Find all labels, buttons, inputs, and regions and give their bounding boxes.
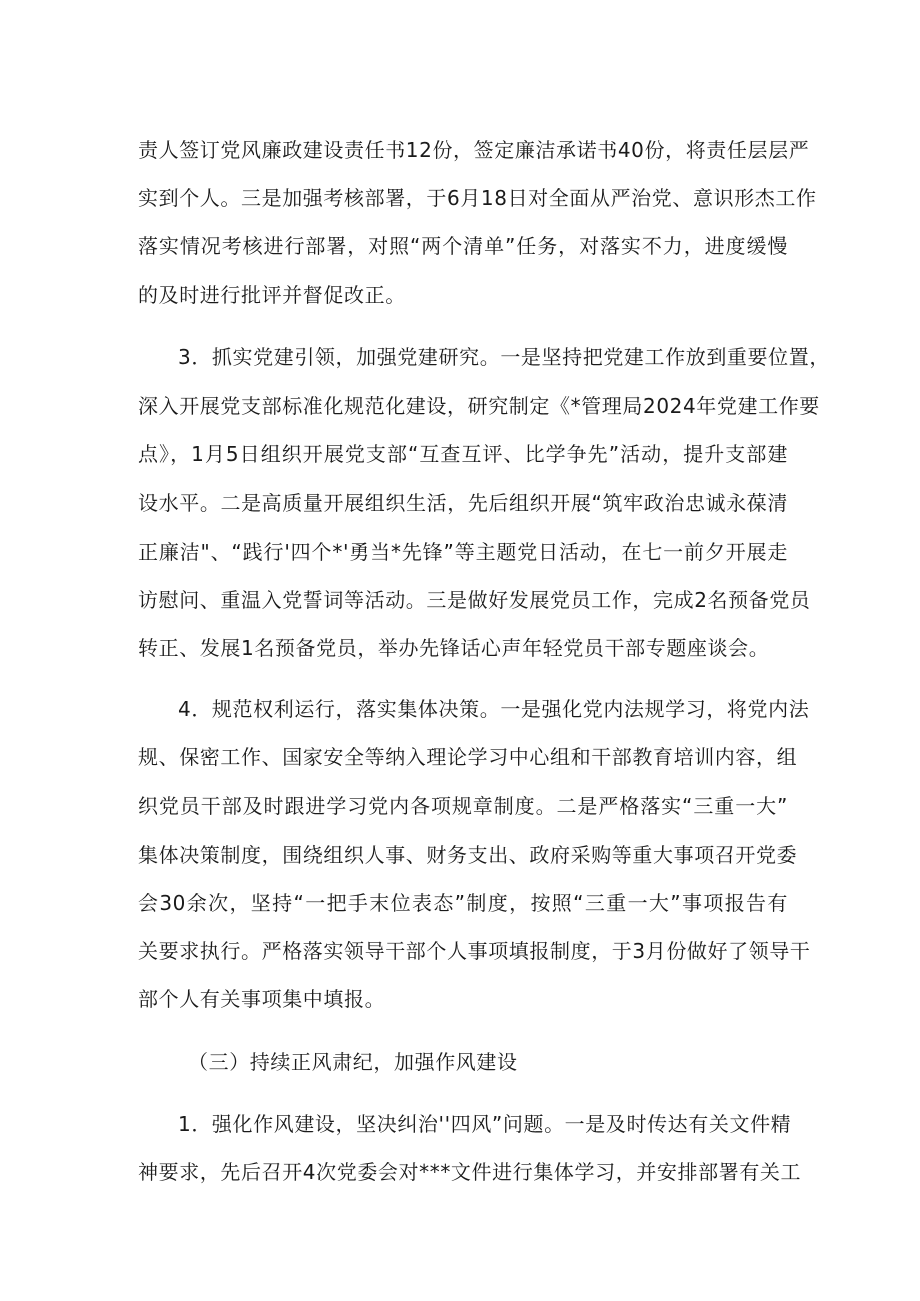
paragraph-line: 点》，1月5日组织开展党支部“互查互评、比学争先”活动，提升支部建 — [138, 442, 788, 466]
paragraph-line: 访慰问、重温入党誓词等活动。三是做好发展党员工作，完成2名预备党员 — [138, 588, 811, 612]
paragraph-line: 部个人有关事项集中填报。 — [138, 987, 386, 1011]
section-heading-line: 1．强化作风建设，坚决纠治''四风”问题。一是及时传达有关文件精 — [178, 1112, 792, 1136]
section-heading-line: 4．规范权利运行，落实集体决策。一是强化党内法规学习，将党内法 — [178, 697, 810, 721]
paragraph-line: 深入开展党支部标准化规范化建设，研究制定《*管理局2024年党建工作要 — [138, 394, 820, 418]
section-heading-line: 3．抓实党建引领，加强党建研究。一是坚持把党建工作放到重要位置， — [178, 345, 830, 369]
paragraph-line: 规、保密工作、国家安全等纳入理论学习中心组和干部教育培训内容，组 — [138, 745, 798, 769]
paragraph-line: 神要求，先后召开4次党委会对***文件进行集体学习，并安排部署有关工 — [138, 1160, 802, 1184]
paragraph-line: 落实情况考核进行部署，对照“两个清单”任务，对落实不力，进度缓慢 — [138, 234, 788, 258]
subsection-title: （三）持续正风肃纪，加强作风建设 — [188, 1050, 518, 1074]
paragraph-line: 转正、发展1名预备党员，举办先锋话心声年轻党员干部专题座谈会。 — [138, 636, 770, 660]
paragraph-line: 集体决策制度，围绕组织人事、财务支出、政府采购等重大事项召开党委 — [138, 843, 798, 867]
paragraph-line: 责人签订党风廉政建设责任书12份，签定廉洁承诺书40份，将责任层层严 — [138, 138, 810, 162]
paragraph-line: 会30余次，坚持“一把手末位表态”制度，按照“三重一大”事项报告有 — [138, 891, 788, 915]
paragraph-line: 正廉洁"、“践行'四个*'勇当*先锋”等主题党日活动，在七一前夕开展走 — [138, 540, 788, 564]
paragraph-line: 实到个人。三是加强考核部署，于6月18日对全面从严治党、意识形杰工作 — [138, 186, 817, 210]
paragraph-line: 织党员干部及时跟进学习党内各项规章制度。二是严格落实“三重一大” — [138, 794, 788, 818]
paragraph-line: 设水平。二是高质量开展组织生活，先后组织开展“筑牢政治忠诚永葆清 — [138, 491, 788, 515]
paragraph-line: 关要求执行。严格落实领导干部个人事项填报制度，于3月份做好了领导干 — [138, 939, 811, 963]
paragraph-line: 的及时进行批评并督促改正。 — [138, 283, 406, 307]
